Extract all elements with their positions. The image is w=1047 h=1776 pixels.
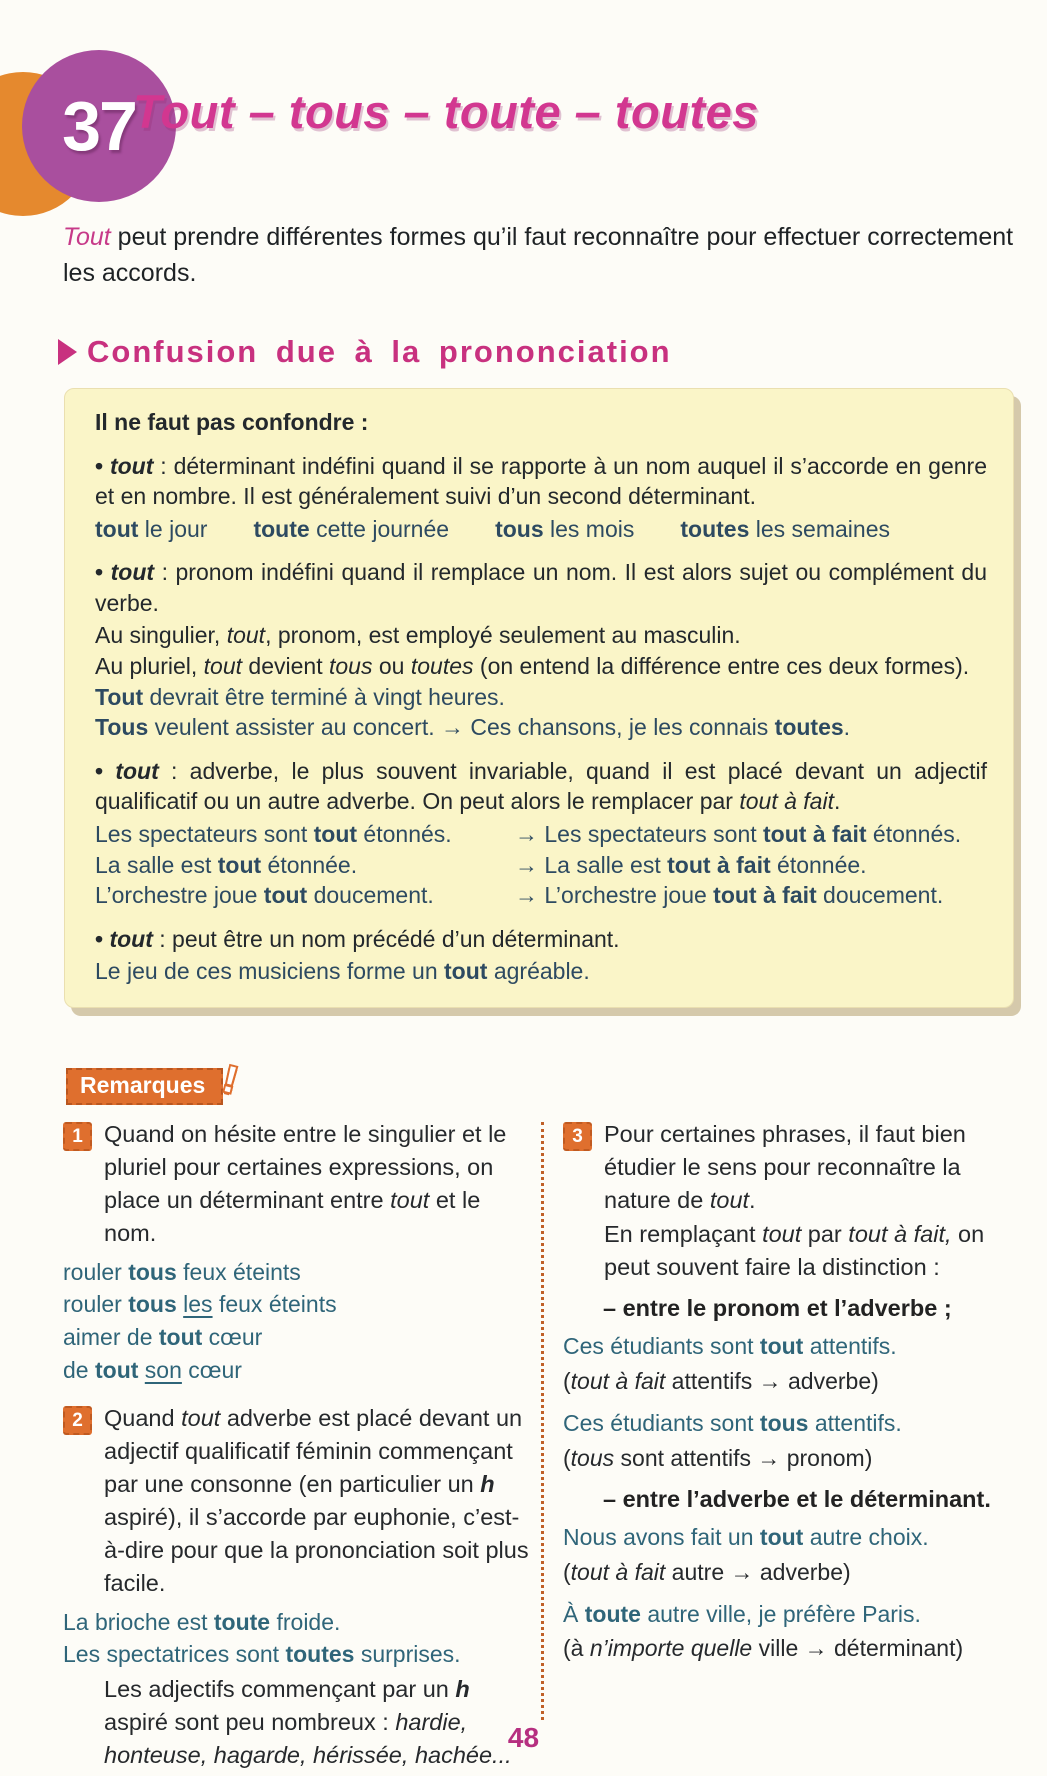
remark-3-paragraph: En remplaçant tout par tout à fait, on peut souvent faire la distinction : — [604, 1220, 985, 1280]
remarks-badge — [66, 1058, 242, 1105]
column-divider — [541, 1122, 544, 1720]
remark-2-paragraph: Quand tout adverbe est placé devant un adjectif qualificatif féminin commençant par une consonne (en particulier un h aspiré), il s’accorde par euphonie, c’est-à-dire pour que la prononciation soit plus facile. — [104, 1405, 529, 1596]
remark-2 — [63, 1402, 531, 1599]
pronom-example: Tous veulent assister au concert. → Ces chansons, je les connais toutes. — [95, 714, 851, 741]
example-right: → Les spectateurs sont tout à fait étonnés. — [515, 820, 962, 847]
bullet-adverbe: • tout : adverbe, le plus souvent invariable, quand il est placé devant un adjectif qualificatif ou un autre adverbe. On peut alors le remplacer par tout à fait. — [95, 757, 987, 815]
pronom-example: Tout devrait être terminé à vingt heures. — [95, 683, 505, 710]
lesson-number: 37 — [62, 87, 136, 165]
lesson-title: Tout – tous – toute – toutes — [133, 85, 759, 138]
determinant-examples: tout le jour toute cette journée tous les mois toutes les semaines — [95, 515, 890, 542]
adverbe-example-row — [95, 850, 987, 881]
bullet-pronom: • tout : pronom indéfini quand il remplace un nom. Il est alors sujet ou complément du verbe. — [95, 559, 987, 616]
example-line: À toute autre ville, je préfère Paris. — [563, 1600, 921, 1627]
section-heading-row — [58, 334, 672, 370]
remarks-column-right — [563, 1118, 1033, 1674]
example-line: La brioche est toute froide. — [63, 1608, 341, 1635]
example-line: de tout son cœur — [63, 1356, 242, 1383]
example-line: rouler tous feux éteints — [63, 1258, 301, 1285]
distinction-subheading: – entre le pronom et l’adverbe ; — [603, 1295, 952, 1322]
remark-number-badge: 1 — [63, 1122, 92, 1151]
remarks-column-left — [63, 1118, 531, 1772]
remark-1-examples — [63, 1256, 531, 1387]
remark-2-note: Les adjectifs commençant par un h aspiré sont peu nombreux : hardie, honteuse, hagarde, hérissée, hachée... — [104, 1675, 512, 1768]
example-line: aimer de tout cœur — [63, 1323, 263, 1350]
analysis-line: (à n’importe quelle ville → déterminant) — [563, 1635, 964, 1662]
example-line: Les spectatrices sont toutes surprises. — [63, 1641, 461, 1668]
analysis-line: (tout à fait attentifs → adverbe) — [563, 1368, 879, 1395]
rule-box — [64, 388, 1014, 1008]
example-line: Ces étudiants sont tout attentifs. — [563, 1333, 897, 1360]
remark-3-paragraphs — [604, 1118, 1033, 1283]
example-left: L’orchestre joue tout doucement. — [95, 882, 434, 909]
pronom-note-singulier: Au singulier, tout, pronom, est employé seulement au masculin. — [95, 622, 741, 649]
remark-number-badge: 2 — [63, 1406, 92, 1435]
remark-2-examples — [63, 1606, 531, 1671]
bullet-determinant: • tout : déterminant indéfini quand il se rapporte à un nom auquel il s’accorde en genre et en nombre. Il est généralement suivi d’un second déterminant. — [95, 452, 987, 510]
pronom-note-pluriel: Au pluriel, tout devient tous ou toutes (on entend la différence entre ces deux formes). — [95, 653, 970, 680]
bullet-nom: • tout : peut être un nom précédé d’un déterminant. — [95, 925, 620, 952]
analysis-line: (tout à fait autre → adverbe) — [563, 1558, 851, 1585]
nom-example: Le jeu de ces musiciens forme un tout agréable. — [95, 958, 590, 985]
example-right: → L’orchestre joue tout à fait doucement. — [515, 882, 944, 909]
remark-1-paragraph: Quand on hésite entre le singulier et le pluriel pour certaines expressions, on place un déterminant entre tout et le nom. — [104, 1121, 507, 1246]
intro-paragraph: Tout peut prendre différentes formes qu’il faut reconnaître pour effectuer correctement les accords. — [63, 223, 1014, 287]
example-right: → La salle est tout à fait étonnée. — [515, 851, 867, 878]
remark-1 — [63, 1118, 531, 1250]
section-arrow-icon — [58, 339, 77, 365]
example-left: La salle est tout étonnée. — [95, 851, 358, 878]
remark-number-badge: 3 — [563, 1122, 592, 1151]
remark-3-paragraph: Pour certaines phrases, il faut bien étudier le sens pour reconnaître la nature de tout. — [604, 1121, 966, 1213]
example-line: Nous avons fait un tout autre choix. — [563, 1523, 929, 1550]
example-line: rouler tous les feux éteints — [63, 1291, 337, 1318]
exclamation-icon: ! — [219, 1058, 242, 1101]
adverbe-example-row — [95, 880, 987, 911]
example-line: Ces étudiants sont tous attentifs. — [563, 1410, 902, 1437]
example-left: Les spectateurs sont tout étonnés. — [95, 820, 452, 847]
remark-3 — [563, 1118, 1033, 1283]
remarks-badge-label: Remarques — [80, 1072, 206, 1098]
distinction-subheading: – entre l’adverbe et le déterminant. — [603, 1485, 991, 1512]
analysis-line: (tous sont attentifs → pronom) — [563, 1444, 873, 1471]
adverbe-example-row — [95, 819, 987, 850]
section-heading: Confusion due à la prononciation — [87, 334, 672, 369]
rule-box-title: Il ne faut pas confondre : — [95, 409, 369, 435]
page-number: 48 — [507, 1722, 540, 1753]
